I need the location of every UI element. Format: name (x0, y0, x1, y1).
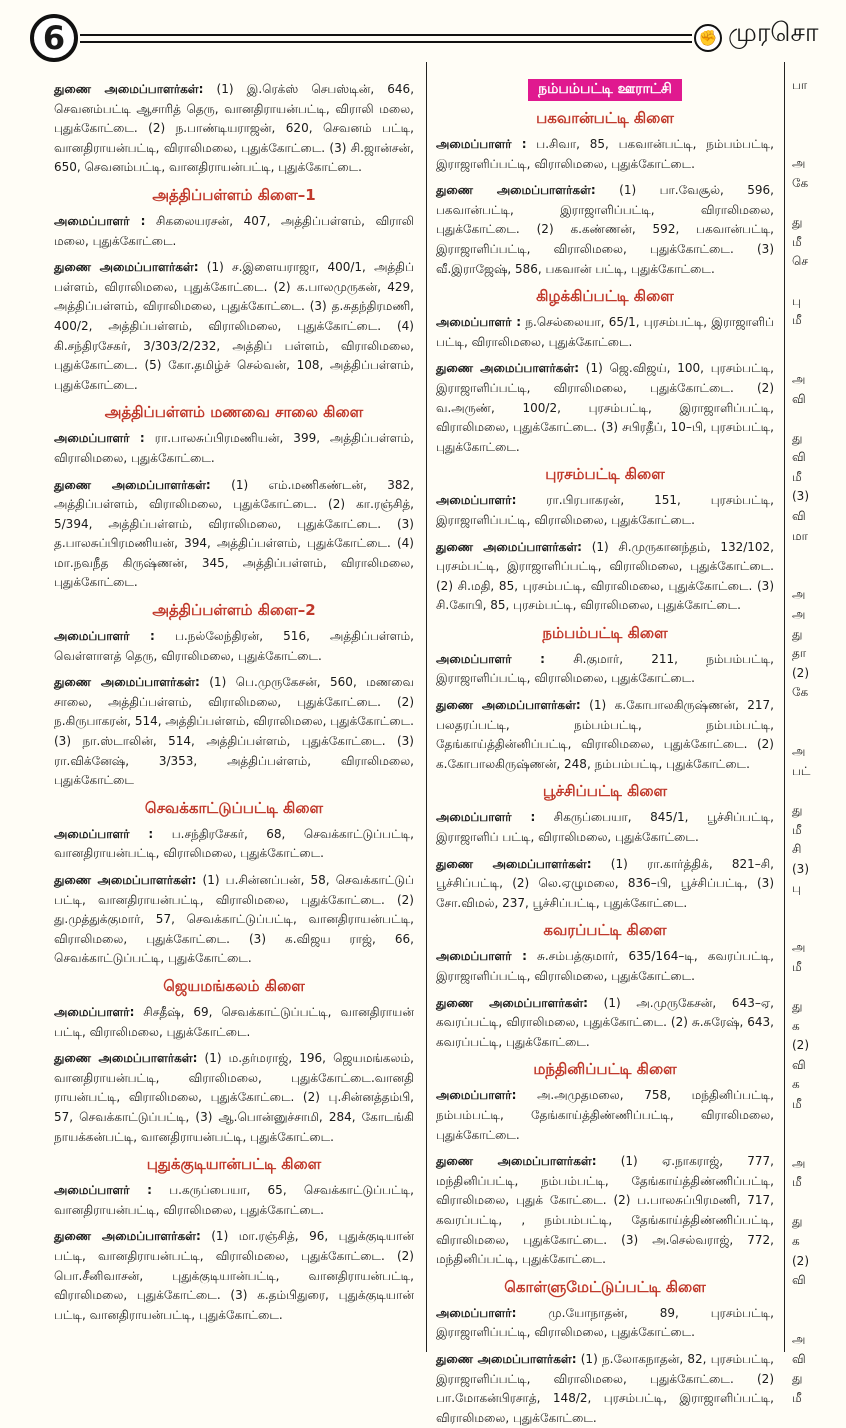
branch-heading: ஜெயமங்கலம் கிளை (163, 976, 305, 995)
member-details: சிகருப்பையா, 845/1, பூச்சிப்பட்டி, இராஜாளிப் பட்டி, விராலிமலை, புதுக்கோட்டை. (436, 810, 774, 845)
member-paragraph (436, 696, 774, 774)
cut-off-text-fragment: சி (792, 842, 802, 857)
cut-off-text-fragment: மீ (792, 1096, 802, 1111)
cut-off-text-fragment (792, 566, 842, 586)
role-label: அமைப்பாளர் : (436, 137, 527, 151)
cut-off-text-fragment (792, 546, 842, 566)
member-details: (1) அ.முருகேசன், 643–ஏ, கவரப்பட்டி, விராலிமலை, புதுக்கோட்டை. (2) சு.சுரேஷ், 643, கவரப்பட்டி, புதுக்கோட்டை. (436, 995, 774, 1049)
member-details: ப.சந்திரசேகர், 68, செவக்காட்டுப்பட்டி, வானதிராயன்பட்டி, விராலிமலை, புதுக்கோட்டை. (54, 826, 414, 861)
member-paragraph (436, 1086, 774, 1145)
cut-off-text-fragment: க (792, 1234, 800, 1249)
role-label: துணை அமைப்பாளர்கள்: (436, 539, 582, 554)
member-details: (1) ச.இளையராஜா, 400/1, அத்திப் பள்ளம், விராலிமலை, புதுக்கோட்டை. (2) க.பாலமுருகன், 429, அத்திப்பள்ளம், விராலிமலை, புதுக்கோட்டை. (3) த.சுதந்திரமணி, 400/2, அத்திப்பள்ளம், விராலிமலை, புதுக்கோட்டை. (4) கி.சந்திரசேகர், 3/303/2/232, அத்திப் பள்ளம், விராலிமலை, புதுக்கோட்டை. (5) கோ.தமிழ்ச் செல்வன், 108, அத்திப்பள்ளம், புதுக்கோட்டை. (54, 260, 414, 392)
cut-off-text-fragment: க (792, 1018, 800, 1033)
cut-off-text-fragment (792, 1134, 842, 1154)
cut-off-text-fragment: து (792, 430, 803, 445)
cut-off-text-fragment: மீ (792, 1175, 802, 1190)
member-paragraph (436, 650, 774, 689)
role-label: அமைப்பாளர் : (54, 213, 146, 228)
branch-heading: கொள்ளுமேட்டுப்பட்டி கிளை (504, 1277, 706, 1296)
role-label: துணை அமைப்பாளர்கள்: (436, 698, 581, 713)
cut-off-text-fragment: (3) (792, 489, 809, 504)
member-paragraph (54, 212, 414, 251)
role-label: துணை அமைப்பாளர்கள்: (54, 260, 199, 275)
cut-off-text-fragment: து (792, 1371, 803, 1386)
role-label: துணை அமைப்பாளர்கள்: (436, 361, 580, 376)
section-heading-text: நம்பம்பட்டி ஊராட்சி (528, 79, 682, 101)
role-label: துணை அமைப்பாளர்கள்: (54, 1051, 198, 1066)
cut-off-text-fragment: (2) (792, 665, 809, 680)
member-details: (1) க.கோபாலகிருஷ்ணன், 217, பலதரப்பட்டி, நம்பம்பட்டி, நம்பம்பட்டி, தேங்காய்த்தின்னிப்பட்டி, விராலிமலை, புதுக்கோட்டை. (2) க.கோபாலகிருஷ்ணன், 248, நம்பம்பட்டி, புதுக்கோட்டை. (436, 698, 774, 771)
member-paragraph (436, 491, 774, 530)
cut-off-text-fragment: தா (792, 646, 807, 661)
page-number: 6 (30, 14, 78, 62)
cut-off-text-fragment: அ (792, 744, 806, 759)
member-paragraph (436, 1304, 774, 1343)
branch-heading: புதுக்குடியான்பட்டி கிளை (146, 1155, 322, 1174)
member-details: (1) ஏ.நாகராஜ், 777, மந்தினிப்பட்டி, நம்பம்பட்டி, தேங்காய்த்திண்ணிப்பட்டி, விராலிமலை, புதுக் கோட்டை. (2) ப.பாலசுப்பிரமணி, 717, கவரப்பட்டி, , நம்பம்பட்டி, தேங்காய்த்திண்ணிப்பட்டி, விராலிமலை, புதுக்கோட்டை. (3) அ.செல்வராஜ், 772, மந்தினிப்பட்டி, புதுக்கோட்டை. (436, 1154, 774, 1267)
cut-off-text-fragment (792, 899, 842, 919)
member-details: (1) ரா.கார்த்திக், 821–சி, பூச்சிப்பட்டி, (2) லெ.ஏழுமலை, 836–பி, பூச்சிப்பட்டி, (3) சோ.விமல், 237, பூச்சிப்பட்டி, புதுக்கோட்டை. (436, 856, 774, 910)
member-paragraph (54, 1049, 414, 1147)
cut-off-text-fragment: வி (792, 1273, 806, 1288)
cut-off-text-fragment: அ (792, 587, 806, 602)
cut-off-text-fragment: வி (792, 391, 806, 406)
member-paragraph (436, 1350, 774, 1428)
cut-off-text-fragment: மீ (792, 1390, 802, 1405)
cut-off-text-fragment: மீ (792, 469, 802, 484)
cut-off-text-fragment (792, 977, 842, 997)
role-label: துணை அமைப்பாளர்கள்: (436, 1154, 597, 1169)
column-divider (784, 62, 785, 1352)
branch-heading: மந்தினிப்பட்டி கிளை (533, 1060, 677, 1079)
cut-off-text-fragment: அ (792, 1155, 806, 1170)
member-paragraph (436, 313, 774, 352)
cut-off-text-fragment: மீ (792, 822, 802, 837)
role-label: அமைப்பாளர் : (54, 629, 155, 644)
member-details: ப.நல்லேந்திரன், 516, அத்திப்பள்ளம், வெள்ளாளத் தெரு, விராலிமலை, புதுக்கோட்டை. (54, 629, 414, 663)
page-header (0, 0, 819, 62)
cut-off-text-fragment (792, 1291, 842, 1311)
role-label: அமைப்பாளர்: (436, 1088, 517, 1103)
cut-off-text-fragment: து (792, 998, 803, 1013)
role-label: துணை அமைப்பாளர்கள்: (54, 873, 197, 887)
member-details: ப.சிவா, 85, பகவான்பட்டி, நம்பம்பட்டி, இராஜாளிப்பட்டி, விராலிமலை, புதுக்கோட்டை. (436, 137, 774, 171)
member-details: ரா.பிரபாகரன், 151, புரசம்பட்டி, இராஜாளிப்பட்டி, விராலிமலை, புதுக்கோட்டை. (436, 493, 774, 527)
cut-off-text-fragment: மீ (792, 313, 802, 328)
role-label: அமைப்பாளர்: (436, 1305, 517, 1320)
cut-off-text-fragment: (3) (792, 861, 809, 876)
branch-heading: அத்திப்பள்ளம் கிளை–2 (152, 601, 316, 620)
cut-off-text-fragment: கே (792, 175, 809, 190)
role-label: துணை அமைப்பாளர்கள்: (54, 477, 211, 492)
member-details: சி.குமார், 211, நம்பம்பட்டி, இராஜாளிப்பட்டி, விராலிமலை, புதுக்கோட்டை. (436, 651, 774, 686)
cut-off-text-fragment (792, 135, 842, 155)
branch-heading: செவக்காட்டுப்பட்டி கிளை (144, 798, 324, 817)
member-paragraph (54, 258, 414, 395)
role-label: துணை அமைப்பாளர்கள்: (54, 675, 200, 690)
branch-heading: கிழக்கிப்பட்டி கிளை (536, 287, 674, 306)
cut-off-text-fragment (792, 1193, 842, 1213)
article-column-3-fragment (786, 62, 846, 1405)
cut-off-text-fragment: அ (792, 1332, 806, 1346)
cut-off-text-fragment (792, 350, 842, 370)
cut-off-text-fragment (792, 331, 842, 351)
role-label: அமைப்பாளர்: (54, 1004, 135, 1019)
member-paragraph (436, 1152, 774, 1270)
cut-off-text-fragment: (2) (792, 1038, 809, 1053)
member-details: அ.அமுதமலை, 758, மந்தினிப்பட்டி, நம்பம்பட்டி, தேங்காய்த்திண்ணிப்பட்டி, விராலிமலை, புதுக்கோட்டை. (436, 1088, 774, 1142)
member-paragraph (436, 538, 774, 616)
branch-heading: அத்திப்பள்ளம் மணவை சாலை கிளை (104, 403, 364, 422)
member-details: (1) சி.முருகானந்தம், 132/102, புரசம்பட்டி, இராஜாளிப்பட்டி, விராலிமலை, புதுக்கோட்டை. (2) சி.மதி, 85, புரசம்பட்டி, விராலிமலை, புதுக்கோட்டை. (3) சி.கோபி, 85, புரசம்பட்டி, விராலிமலை, புதுக்கோட்டை. (436, 539, 774, 613)
member-paragraph (436, 359, 774, 457)
member-details: ப.கருப்பையா, 65, செவக்காட்டுப்பட்டி, வானதிராயன்பட்டி, விராலிமலை, புதுக்கோட்டை. (54, 1183, 414, 1217)
role-label: துணை அமைப்பாளர்கள்: (436, 1351, 577, 1366)
member-details: (1) ஜெ.விஜய், 100, புரசம்பட்டி, இராஜாளிப்பட்டி, விராலிமலை, புதுக்கோட்டை. (2) வ.அருண், 100/2, புரசம்பட்டி, இராஜாளிப்பட்டி, விராலிமலை, புதுக்கோட்டை. (3) சபிரதீப், 10–பி, புரசம்பட்டி, புதுக்கோட்டை. (436, 361, 774, 454)
cut-off-text-fragment: அ (792, 607, 806, 622)
role-label: அமைப்பாளர் : (436, 651, 545, 666)
cut-off-text-fragment: மீ (792, 959, 802, 974)
role-label: அமைப்பாளர்: (436, 493, 517, 508)
role-label: துணை அமைப்பாளர்கள்: (436, 995, 588, 1010)
cut-off-text-fragment: வி (792, 1057, 806, 1072)
branch-heading: அத்திப்பள்ளம் கிளை–1 (152, 185, 316, 204)
member-details: சிகலையரசன், 407, அத்திப்பள்ளம், விராலி மலை, புதுக்கோட்டை. (54, 213, 414, 248)
member-paragraph (436, 947, 774, 986)
role-label: அமைப்பாளர் : (436, 949, 527, 964)
member-paragraph (54, 627, 414, 666)
member-paragraph (436, 855, 774, 914)
member-details: சு.சம்பத்குமார், 635/164–டி, கவரப்பட்டி, இராஜாளிப்பட்டி, விராலிமலை, புதுக்கோட்டை. (436, 949, 774, 983)
cut-off-text-fragment (792, 409, 842, 429)
cut-off-text-fragment (792, 723, 842, 743)
member-paragraph (54, 1181, 414, 1220)
section-heading-box (436, 78, 774, 101)
cut-off-text-fragment: பா (792, 78, 808, 92)
member-paragraph (54, 871, 414, 969)
cut-off-text-fragment: து (792, 1214, 803, 1229)
member-paragraph (54, 673, 414, 791)
cut-off-text-fragment (792, 194, 842, 214)
member-paragraph (54, 429, 414, 468)
member-details: (1) பா.வேசூல், 596, பகவான்பட்டி, இராஜாளிப்பட்டி, விராலிமலை, புதுக்கோட்டை. (2) க.கண்ணன், 592, பகவான்பட்டி, இராஜாளிப்பட்டி, விராலிமலை, புதுக்கோட்டை. (3) வீ.இராஜேஷ், 586, பகவான் பட்டி, புதுக்கோட்டை. (436, 183, 774, 276)
cut-off-text-fragment: அ (792, 940, 806, 955)
role-label: அமைப்பாளர் : (54, 1183, 152, 1198)
branch-heading: பகவான்பட்டி கிளை (536, 109, 674, 127)
member-paragraph (436, 181, 774, 279)
cut-off-text-fragment: து (792, 802, 803, 817)
member-details: (1) பெ.முருகேசன், 560, மணவை சாலை, அத்திப்பள்ளம், விராலிமலை, புதுக்கோட்டை. (2) ந.கிருபாகரன், 514, அத்திப்பள்ளம், விராலிமலை, புதுக்கோட்டை. (3) நா.ஸ்டாலின், 514, அத்திப்பள்ளம், புதுக்கோட்டை. (3) ரா.விக்னேஷ், 3/353, அத்திப்பள்ளம், விராலிமலை, புதுக்கோட்டை (54, 675, 415, 788)
article-column-2 (428, 62, 782, 1425)
role-label: துணை அமைப்பாளர்கள்: (54, 82, 204, 96)
cut-off-text-fragment (792, 1114, 842, 1134)
member-details: (1) மா.ரஞ்சித், 96, புதுக்குடியான் பட்டி, வானதிராயன்பட்டி, விராலிமலை, புதுக்கோட்டை. (2) பொ.சீனிவாசன், புதுக்குடியான்பட்டி, வானதிராயன்பட்டி, விராலிமலை, புதுக்கோட்டை. (3) க.தம்பிதுரை, புதுக்குடியான் பட்டி, வானதிராயன்பட்டி, புதுக்கோட்டை. (54, 1229, 414, 1322)
cut-off-text-fragment: க (792, 1077, 800, 1092)
role-label: துணை அமைப்பாளர்கள்: (436, 856, 592, 871)
cut-off-text-fragment: வி (792, 1351, 806, 1366)
role-label: அமைப்பாளர் : (54, 431, 145, 446)
cut-off-text-fragment: அ (792, 156, 806, 171)
role-label: அமைப்பாளர் : (436, 810, 536, 825)
cut-off-text-fragment: (2) (792, 1253, 809, 1268)
role-label: துணை அமைப்பாளர்கள்: (436, 183, 596, 198)
member-details: மு.யோநாதன், 89, புரசம்பட்டி, இராஜாளிப்பட்டி, விராலிமலை, புதுக்கோட்டை. (436, 1305, 774, 1340)
article-column-1 (46, 62, 422, 1352)
member-paragraph (436, 994, 774, 1053)
cut-off-text-fragment: அ (792, 371, 806, 386)
role-label: அமைப்பாளர் : (436, 315, 522, 330)
masthead-title: முரசொ (728, 18, 819, 48)
member-paragraph (54, 825, 414, 864)
cut-off-text-fragment: து (792, 215, 803, 230)
member-details: (1) ம.தர்மராஜ், 196, ஜெயமங்கலம், வானதிராயன்பட்டி, விராலிமலை, புதுக்கோட்டை.வானதி ராயன்பட்டி, விராலிமலை, புதுக்கோட்டை. (2) பு.சின்னத்தம்பி, 57, செவக்காட்டுப்பட்டி, (3) ஆ.பொன்னுச்சாமி, 284, கோடங்கி நாயக்கன்பட்டி, வானதிராயன்பட்டி, புதுக்கோட்டை. (54, 1051, 414, 1144)
role-label: துணை அமைப்பாளர்கள்: (54, 1229, 201, 1244)
branch-heading: கவரப்பட்டி கிளை (543, 921, 667, 940)
member-details: ரா.பாலசுப்பிரமணியன், 399, அத்திப்பள்ளம், விராலிமலை, புதுக்கோட்டை. (54, 431, 414, 465)
role-label: அமைப்பாளர் : (54, 826, 154, 841)
cut-off-text-fragment (792, 96, 842, 116)
cut-off-text-fragment (792, 919, 842, 939)
cut-off-text-fragment: பட் (792, 763, 811, 778)
member-paragraph (54, 1003, 414, 1042)
cut-off-text-fragment: பு (792, 293, 801, 308)
cut-off-text-fragment: பு (792, 881, 801, 896)
cut-off-text-fragment (792, 272, 842, 292)
column-divider (426, 62, 427, 1352)
cut-off-text-fragment: மா (792, 528, 808, 543)
member-paragraph (54, 1227, 414, 1325)
cut-off-text-fragment: வி (792, 450, 806, 465)
member-paragraph (54, 476, 414, 594)
member-details: (1) ப.சின்னப்பன், 58, செவக்காட்டுப் பட்டி, வானதிராயன்பட்டி, விராலிமலை, புதுக்கோட்டை. (2) து.முத்துக்குமார், 57, செவக்காட்டுப்பட்டி, வானதிராயன்பட்டி, விராலிமலை, புதுக்கோட்டை. (3) க.விஜய ராஜ், 66, செவக்காட்டுப்பட்டி, புதுக்கோட்டை. (54, 873, 414, 966)
cut-off-text-fragment: கே (792, 685, 809, 700)
cut-off-text-fragment (792, 781, 842, 801)
cut-off-text-fragment: செ (792, 254, 808, 269)
header-rule (80, 34, 692, 43)
newspaper-logo-icon: ✊ (694, 24, 722, 52)
member-paragraph (54, 80, 414, 178)
cut-off-text-fragment (792, 703, 842, 723)
member-paragraph (436, 135, 774, 174)
cut-off-text-fragment: வி (792, 509, 806, 524)
branch-heading: நம்பம்பட்டி கிளை (542, 623, 668, 642)
cut-off-text-fragment: து (792, 626, 803, 641)
member-details: (1) இ.ரெக்ஸ் செபஸ்டின், 646, செவனம்பட்டி ஆசாரித் தெரு, வானதிராயன்பட்டி, விராலி மலை, புதுக்கோட்டை. (2) ந.பாண்டியராஜன், 620, செவனம் பட்டி, வானதிராயன்பட்டி, விராலிமலை, புதுக்கோட்டை. (3) சி.ஜான்சன், 650, செவனம்பட்டி, வானதிராயன்பட்டி, புதுக்கோட்டை. (54, 82, 415, 175)
member-details: (1) எம்.மணிகண்டன், 382, அத்திப்பள்ளம், விராலிமலை, புதுக்கோட்டை. (2) கா.ரஞ்சித், 5/394, அத்திப்பள்ளம், விராலிமலை, புதுக்கோட்டை. (3) த.பாலசுப்பிரமணியன், 394, அத்திப்பள்ளம், புதுக்கோட்டை. (4) மா.நவநீத கிருஷ்ணன், 345, அத்திப்பள்ளம், விராலிமலை, புதுக்கோட்டை. (54, 477, 414, 590)
cut-off-text-fragment (792, 115, 842, 135)
cut-off-text-fragment: மீ (792, 234, 802, 249)
branch-heading: புரசம்பட்டி கிளை (545, 465, 665, 484)
cut-off-text-fragment (792, 1310, 842, 1330)
member-details: ந.செல்லையா, 65/1, புரசம்பட்டி, இராஜாளிப் பட்டி, விராலிமலை, புதுக்கோட்டை. (436, 315, 774, 349)
member-details: (1) ந.லோகநாதன், 82, புரசம்பட்டி, இராஜாளிப்பட்டி, விராலிமலை, புதுக்கோட்டை. (2) பா.மோகன்பிரசாத், 148/2, புரசம்பட்டி, இராஜாளிப்பட்டி, விராலிமலை, புதுக்கோட்டை. (436, 1351, 774, 1425)
branch-heading: பூச்சிப்பட்டி கிளை (542, 782, 668, 801)
member-paragraph (436, 808, 774, 847)
member-details: சிசதீஷ், 69, செவக்காட்டுப்பட்டி, வானதிராயன் பட்டி, விராலிமலை, புதுக்கோட்டை. (54, 1004, 414, 1039)
